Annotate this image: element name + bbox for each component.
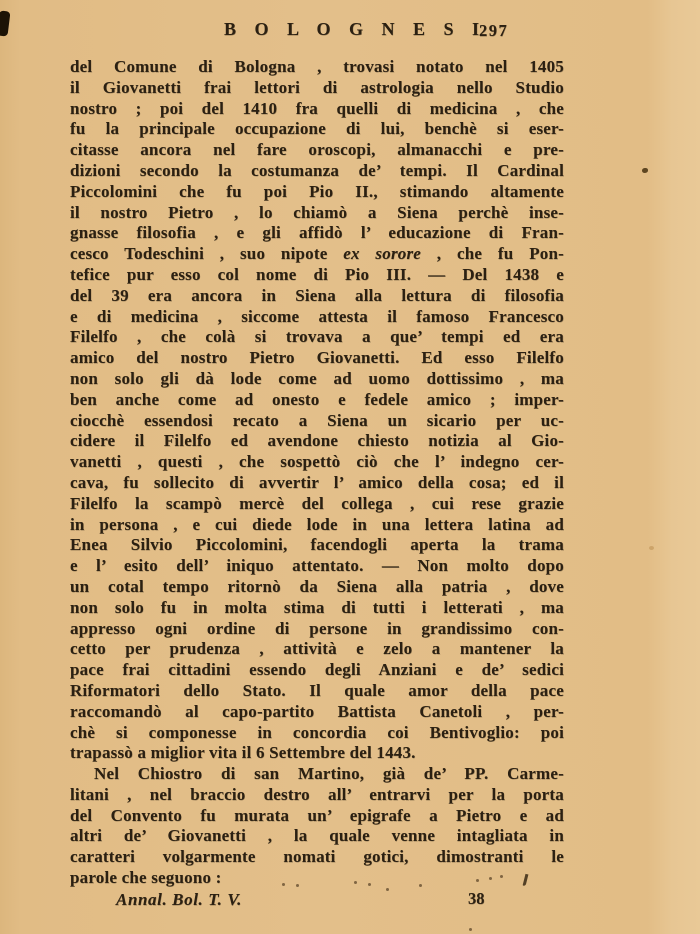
text-line: il nostro Pietro , lo chiamò a Siena perchè inse-	[70, 202, 564, 222]
ink-speck	[469, 928, 472, 931]
text-line: nostro ; poi del 1410 fra quelli di medicina , che	[70, 98, 564, 118]
text-line: caratteri volgarmente nomati gotici, dimostranti le	[70, 847, 564, 867]
ink-speck	[368, 883, 371, 886]
text-line: cesco Todeschini , suo nipote ex sorore , che fu Pon-	[70, 244, 564, 264]
text-line: Enea Silvio Piccolomini, facendogli aperta la trama	[70, 535, 564, 555]
text-line: e l’ esito dell’ iniquo attentato. — Non molto dopo	[70, 556, 564, 576]
text-line: vanetti , questi , che sospettò ciò che l’ indegno cer-	[70, 452, 564, 472]
ink-speck	[419, 884, 422, 887]
text-line: in persona , e cui diede lode in una lettera latina ad	[70, 514, 564, 534]
text-line: Filelfo la scampò mercè del collega , cui rese grazie	[70, 493, 564, 513]
text-line: Piccolomini che fu poi Pio II., stimando altamente	[70, 181, 564, 201]
running-title: B O L O G N E S I	[224, 19, 487, 39]
ink-speck	[642, 168, 648, 173]
text-line: il Giovanetti frai lettori di astrologia nello Studio	[70, 77, 564, 97]
text-line: amico del nostro Pietro Giovanetti. Ed esso Filelfo	[70, 348, 564, 368]
text-line: del Comune di Bologna , trovasi notato nel 1405	[70, 57, 564, 76]
text-line: chè si componesse in concordia coi Bentivoglio: poi	[70, 722, 564, 742]
text-line: trapassò a miglior vita il 6 Settembre del 1443.	[70, 743, 416, 763]
text-line: ben anche come ad onesto e fedele amico ; imper-	[70, 389, 564, 409]
text-line: e di medicina , siccome attesta il famoso Francesco	[70, 306, 564, 326]
text-line: un cotal tempo ritornò da Siena alla patria , dove	[70, 576, 564, 596]
ink-speck	[354, 881, 357, 884]
ink-speck	[649, 546, 654, 550]
text-line: tefice pur esso col nome di Pio III. — Del 1438 e	[70, 264, 564, 284]
text-line: ciocchè essendosi recato a Siena un sicario per uc-	[70, 410, 564, 430]
text-line: pace frai cittadini essendo degli Anziani e de’ sedici	[70, 660, 564, 680]
scan-artifact-left-edge	[0, 10, 10, 36]
text-line: raccomandò al capo-partito Battista Canetoli , per-	[70, 701, 564, 721]
text-line: non solo fu in molta stima di tutti i letterati , ma	[70, 597, 564, 617]
text-line: del Convento fu murata un’ epigrafe a Pietro e ad	[70, 805, 564, 825]
ink-speck	[476, 879, 479, 882]
ink-speck	[489, 877, 492, 880]
page-number: 297	[479, 21, 509, 40]
text-line: dizioni secondo la costumanza de’ tempi. Il Cardinal	[70, 160, 564, 180]
text-line: appresso ogni ordine di persone in grandissimo con-	[70, 618, 564, 638]
sheet-number: 38	[468, 889, 485, 908]
ink-speck	[386, 888, 389, 891]
ink-speck	[500, 875, 503, 878]
ink-speck	[282, 883, 285, 886]
volume-signature: Annal. Bol. T. V.	[116, 890, 242, 909]
text-line: cidere il Filelfo ed avendone chiesto notizia al Gio-	[70, 431, 564, 451]
text-line: fu la principale occupazione di lui, benchè si eser-	[70, 119, 564, 139]
text-line: cetto per prudenza , attività e zelo a mantener la	[70, 639, 564, 659]
text-line: non solo gli dà lode come ad uomo dottissimo , ma	[70, 368, 564, 388]
ink-speck	[296, 884, 299, 887]
text-line: gnasse filosofia , e gli affidò l’ educazione di Fran-	[70, 223, 564, 243]
body-text	[70, 57, 564, 889]
text-line: citasse ancora nel fare oroscopi, almanacchi e pre-	[70, 140, 564, 160]
text-line: Riformatori dello Stato. Il quale amor della pace	[70, 680, 564, 700]
text-line: litani , nel braccio destro all’ entrarvi per la porta	[70, 784, 564, 804]
text-line: parole che seguono :	[70, 868, 222, 888]
text-line: altri de’ Giovanetti , la quale venne intagliata in	[70, 826, 564, 846]
text-line: del 39 era ancora in Siena alla lettura di filosofia	[70, 285, 564, 305]
text-line: cava, fu sollecito di avvertir l’ amico della cosa; ed il	[70, 472, 564, 492]
text-line: Filelfo , che colà si trovava a que’ tempi ed era	[70, 327, 564, 347]
text-line: Nel Chiostro di san Martino, già de’ PP. Carme-	[94, 764, 564, 784]
